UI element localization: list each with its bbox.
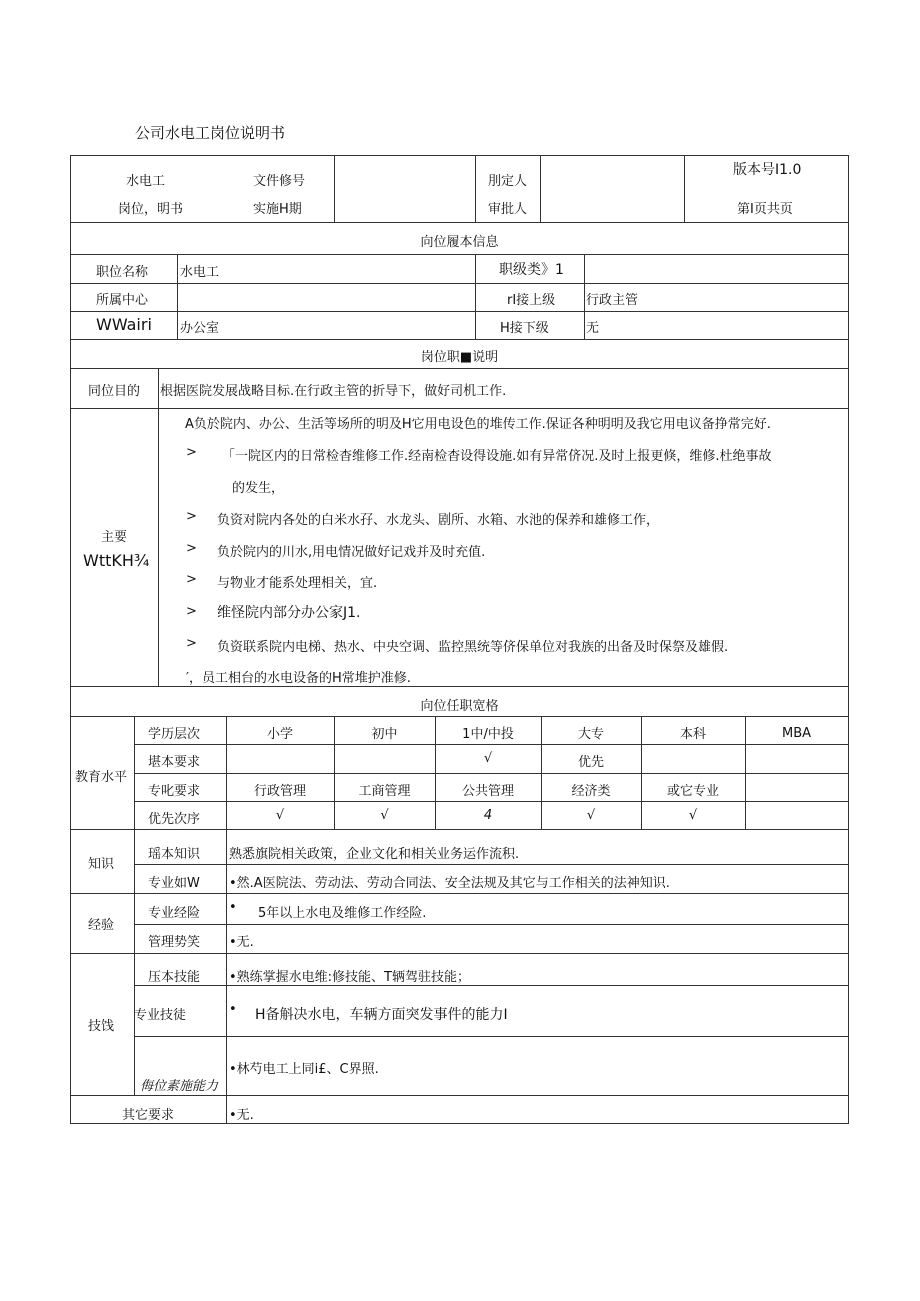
level-college: 大专	[577, 727, 604, 742]
basic-requirement-label: 堪本要求	[148, 755, 201, 770]
duty-item: 负资对院内各处的白米水孖、水龙头、剧所、水箱、水池的保养和雄修工作，	[217, 513, 660, 528]
effective-date-label: 实施H期	[253, 202, 302, 217]
level-primary: 小学	[266, 727, 293, 742]
duty-item: A负於院内、办公、生活等场所的明及H它用电设色的堆传工作.保证各种明明及我它用电议备挣常完好.	[185, 417, 771, 432]
center-label: 所属中心	[96, 293, 149, 308]
level-bachelor: 本科	[679, 727, 706, 742]
pro-knowledge-label: 专业如W	[148, 876, 200, 891]
direct-superior-value: 行政主管	[586, 293, 639, 308]
duty-bullet: >	[186, 572, 197, 587]
basic-skill-label: 压本技能	[148, 970, 201, 985]
pro-experience-label: 专业经险	[148, 906, 201, 921]
basic-requirement-preferred: 优先	[577, 755, 604, 770]
skills-label: 技饯	[88, 1019, 115, 1034]
education-label: 教育水平	[75, 770, 128, 785]
duty-item: 负於院内的川水,用电情况做好记戏并及时充值.	[217, 545, 486, 560]
job-grade-label: 职级类》1	[499, 262, 564, 278]
basic-requirement-mark: √	[483, 751, 493, 766]
priority-mark: √	[275, 808, 285, 823]
duty-item: 维怪院内部分办公家J1.	[217, 605, 361, 621]
knowledge-label: 知识	[88, 857, 115, 872]
direct-superior-label: rI接上级	[507, 293, 556, 308]
duty-bullet: >	[186, 445, 197, 460]
duty-bullet: >	[186, 509, 197, 524]
priority-mark: √	[688, 808, 698, 823]
department-label: WWairi	[96, 315, 152, 334]
pro-experience-bullet: •	[229, 900, 237, 915]
pro-knowledge-value: •然.A医院法、劳动法、劳动合同法、安全法规及其它与工作相关的法神知识.	[229, 876, 670, 891]
job-name-value: 水电工	[180, 265, 220, 280]
qualification-section-title: 向位任职宽格	[420, 699, 499, 714]
level-senior-high: 1中/中投	[462, 727, 514, 742]
duty-item: 负资联系院内电梯、热水、中央空调、监控黑统等侪保单位对我族的出备及时保祭及雄假.	[217, 640, 729, 655]
duty-item: 与物业才能系处理相关，宜.	[217, 576, 378, 591]
other-requirements-value: •无.	[229, 1108, 254, 1123]
basic-knowledge-label: 瑶本知识	[148, 847, 201, 862]
pro-skill-bullet: •	[229, 1002, 237, 1017]
basic-skill-value: •熟练掌握水电维:修技能、T辆驾驻技能；	[229, 970, 470, 985]
page-title: 公司水电工岗位说明书	[135, 124, 286, 142]
priority-mark: √	[586, 808, 596, 823]
main-duties-label-2: WttKH¾	[83, 551, 150, 570]
level-junior-high: 初中	[371, 727, 398, 742]
quality-ability-value: •林芍电工上同i£、C界照.	[229, 1062, 379, 1077]
main-duties-label: 主要	[101, 530, 128, 545]
duty-bullet: >	[186, 636, 197, 651]
direct-subordinate-label: H接下级	[500, 321, 549, 336]
duty-bullet: >	[186, 541, 197, 556]
doc-name-line1: 水电工	[126, 174, 166, 189]
basic-info-section-title: 向位履本信息	[420, 235, 499, 250]
version-number: 版本号I1.0	[733, 162, 802, 178]
direct-subordinate-value: 无	[586, 321, 600, 336]
mgmt-experience-label: 管理势笑	[148, 935, 201, 950]
priority-mark: √	[380, 808, 389, 823]
duty-item: 「一院区内的日常检杳维修工作.经南检杳设得设施.如有异常侪况.及时上报更倏，维修.杜绝事故	[222, 449, 772, 464]
quality-ability-label: 侮位素施能力	[140, 1079, 219, 1094]
priority-mark: 4	[483, 808, 493, 823]
duties-section-title: 岗位职■说明	[420, 350, 499, 365]
experience-label: 经验	[88, 918, 115, 933]
job-name-label: 职位名称	[96, 265, 149, 280]
priority-label: 优先次序	[148, 812, 201, 827]
drafter-label: 刖定人	[488, 174, 528, 189]
level-mba: MBA	[781, 726, 812, 741]
department-value: 办公室	[180, 321, 220, 336]
duty-item: ′，员工相台的水电设备的H常堆护准修.	[186, 671, 411, 686]
major-public: 公共管理	[461, 784, 514, 799]
purpose-value: 根据医院发展战略目标.在行政主管的折导下，做好司机工作.	[160, 384, 507, 399]
major-requirement-label: 专叱要求	[148, 784, 201, 799]
basic-knowledge-value: 熟悉旗院相关政策，企业文化和相关业务运作流积.	[229, 847, 520, 862]
purpose-label: 同位目的	[88, 384, 141, 399]
other-requirements-label: 其它要求	[122, 1108, 175, 1123]
page-info: 第I页共页	[737, 202, 793, 217]
revision-label: 文件修号	[253, 174, 306, 189]
major-other: 或它专业	[666, 784, 719, 799]
pro-experience-value: 5年以上水电及维修工作经险.	[258, 906, 427, 921]
major-business: 工商管理	[358, 784, 411, 799]
major-admin: 行政管理	[253, 784, 306, 799]
approver-label: 审批人	[488, 202, 528, 217]
major-economics: 经济类	[571, 784, 611, 799]
pro-skill-label: 专业技徒	[134, 1008, 187, 1023]
duty-item: 的发生，	[232, 481, 285, 496]
pro-skill-value: H备斛决水电，车辆方面突发事件的能力I	[255, 1007, 508, 1023]
duty-bullet: >	[186, 604, 197, 619]
doc-name-line2: 岗位，明书	[118, 202, 184, 217]
education-level-label: 学历层次	[148, 727, 201, 742]
mgmt-experience-value: •无.	[229, 935, 254, 950]
